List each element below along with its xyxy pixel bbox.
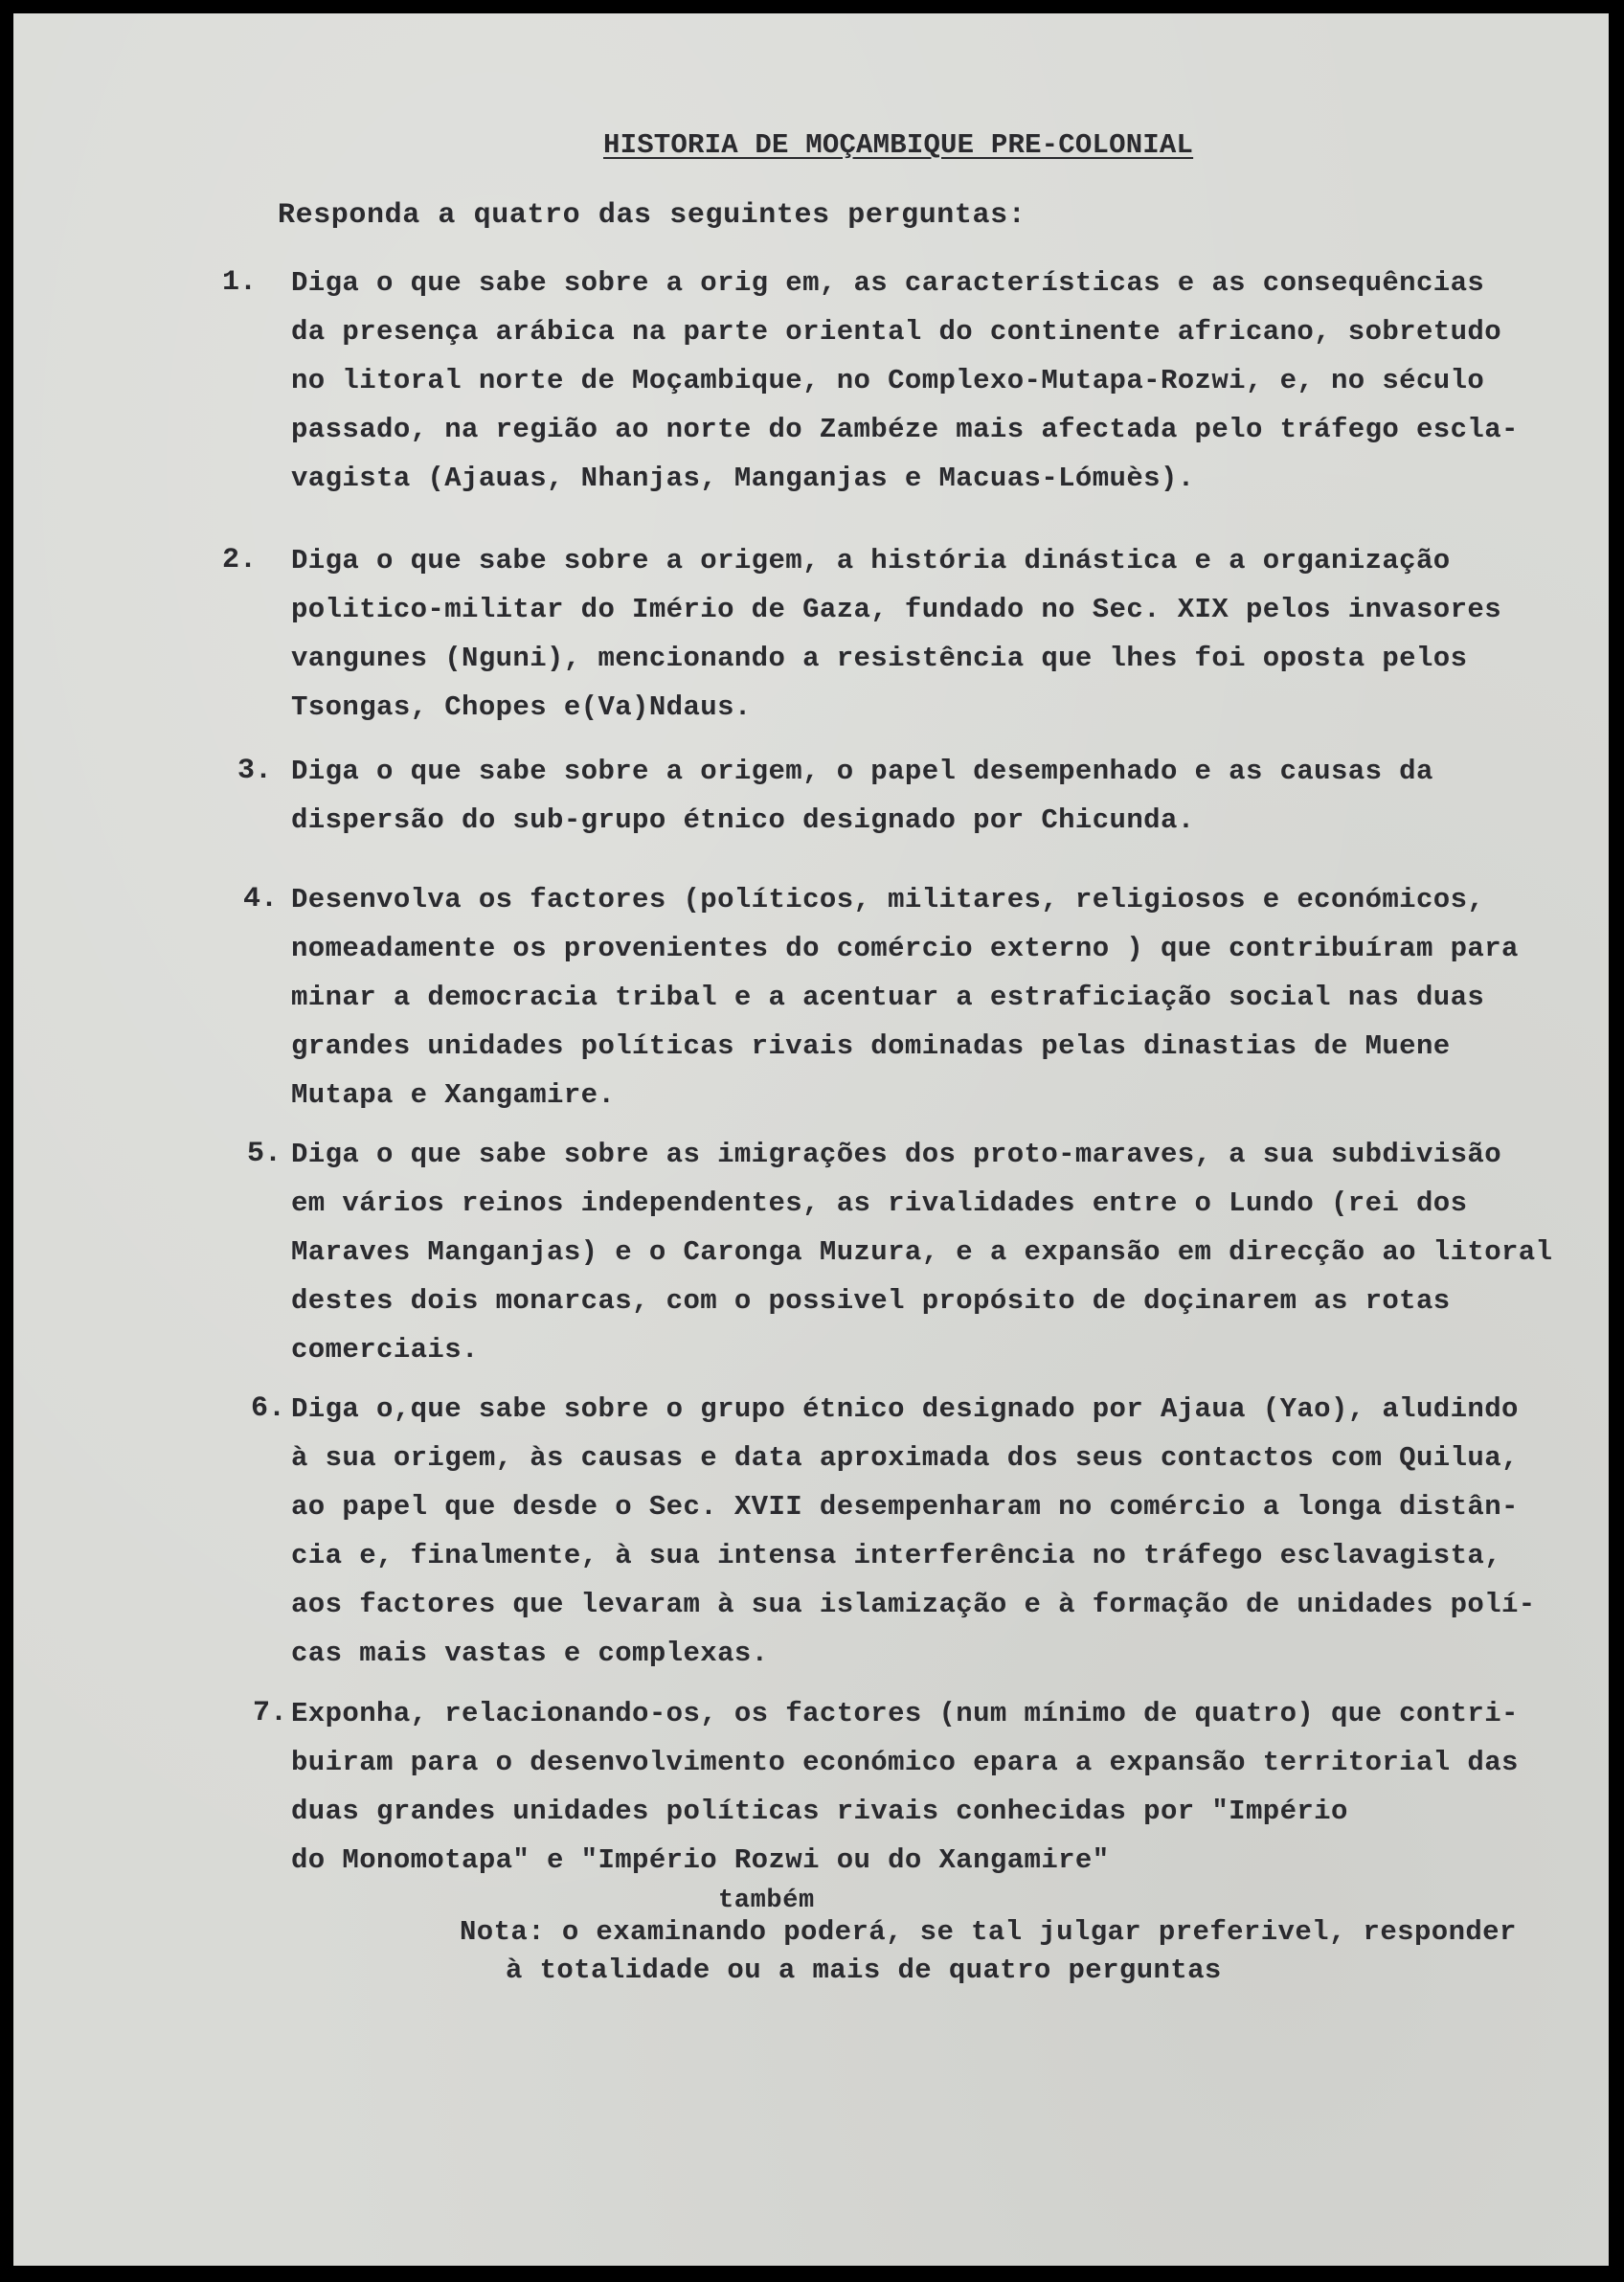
question-line: Diga o que sabe sobre a origem, o papel desempenhado e as causas da	[291, 756, 1433, 787]
question-6-text	[291, 1385, 1536, 1678]
question-line: Maraves Manganjas) e o Caronga Muzura, e a expansão em direcção ao litoral	[291, 1236, 1553, 1268]
question-line: Diga o que sabe sobre a orig em, as características e as consequências	[291, 267, 1485, 299]
question-line: em vários reinos independentes, as rivalidades entre o Lundo (rei dos	[291, 1187, 1468, 1219]
question-5-number: 5.	[247, 1138, 282, 1170]
question-line: passado, na região ao norte do Zambéze mais afectada pelo tráfego escla-	[291, 414, 1519, 445]
question-line: do Monomotapa" e "Império Rozwi ou do Xangamire"	[291, 1844, 1110, 1876]
question-line: Diga o que sabe sobre a origem, a história dinástica e a organização	[291, 545, 1451, 576]
question-line: à sua origem, às causas e data aproximada dos seus contactos com Quilua,	[291, 1442, 1519, 1474]
question-5-text	[291, 1130, 1552, 1374]
question-2-text	[291, 536, 1501, 732]
question-line: buiram para o desenvolvimento económico epara a expansão territorial das	[291, 1747, 1519, 1778]
question-line: da presença arábica na parte oriental do continente africano, sobretudo	[291, 316, 1502, 348]
question-line: vagista (Ajauas, Nhanjas, Manganjas e Macuas-Lómuès).	[291, 463, 1195, 494]
question-line: cas mais vastas e complexas.	[291, 1638, 769, 1669]
question-line: vangunes (Nguni), mencionando a resistência que lhes foi oposta pelos	[291, 643, 1468, 674]
question-line: duas grandes unidades políticas rivais conhecidas por "Império	[291, 1796, 1348, 1827]
note-line: à totalidade ou a mais de quatro perguntas	[506, 1954, 1222, 1986]
question-line: Mutapa e Xangamire.	[291, 1079, 616, 1111]
question-line: destes dois monarcas, com o possivel propósito de doçinarem as rotas	[291, 1285, 1451, 1317]
document-sheet	[13, 13, 1609, 2266]
question-line: cia e, finalmente, à sua intensa interferência no tráfego esclavagista,	[291, 1540, 1502, 1571]
question-line: dispersão do sub-grupo étnico designado por Chicunda.	[291, 804, 1195, 836]
question-line: politico-militar do Imério de Gaza, fundado no Sec. XIX pelos invasores	[291, 594, 1502, 625]
question-line: nomeadamente os provenientes do comércio externo ) que contribuíram para	[291, 933, 1519, 964]
question-line: aos factores que levaram à sua islamização e à formação de unidades polí-	[291, 1589, 1536, 1620]
question-7-text	[291, 1689, 1519, 1885]
question-3-text	[291, 747, 1433, 845]
question-line: Tsongas, Chopes e(Va)Ndaus.	[291, 691, 752, 723]
question-6-number: 6.	[251, 1392, 286, 1425]
question-line: Desenvolva os factores (políticos, militares, religiosos e económicos,	[291, 884, 1485, 915]
question-7-number: 7.	[253, 1697, 288, 1729]
question-3-number: 3.	[237, 755, 273, 787]
question-line: Diga o que sabe sobre as imigrações dos proto-maraves, a sua subdivisão	[291, 1139, 1502, 1170]
question-line: comerciais.	[291, 1334, 479, 1366]
question-line: Diga o,que sabe sobre o grupo étnico designado por Ajaua (Yao), aludindo	[291, 1393, 1519, 1425]
question-line: grandes unidades políticas rivais dominadas pelas dinastias de Muene	[291, 1030, 1451, 1062]
question-line: ao papel que desde o Sec. XVII desempenharam no comércio a longa distân-	[291, 1491, 1519, 1523]
note-line: Nota: o examinando poderá, se tal julgar preferivel, responder	[460, 1916, 1517, 1948]
question-4-number: 4.	[243, 883, 279, 915]
note-insert-word: também	[718, 1887, 815, 1915]
question-4-text	[291, 875, 1519, 1119]
note	[460, 1913, 1517, 1990]
document-title: HISTORIA DE MOÇAMBIQUE PRE-COLONIAL	[603, 129, 1194, 161]
question-line: Exponha, relacionando-os, os factores (num mínimo de quatro) que contri-	[291, 1698, 1519, 1729]
question-1-number: 1.	[222, 266, 258, 299]
question-line: no litoral norte de Moçambique, no Complexo-Mutapa-Rozwi, e, no século	[291, 365, 1485, 396]
question-1-text	[291, 259, 1519, 503]
question-line: minar a democracia tribal e a acentuar a estraficiação social nas duas	[291, 982, 1485, 1013]
question-2-number: 2.	[222, 544, 258, 576]
instructions: Responda a quatro das seguintes perguntas:	[278, 199, 1026, 232]
